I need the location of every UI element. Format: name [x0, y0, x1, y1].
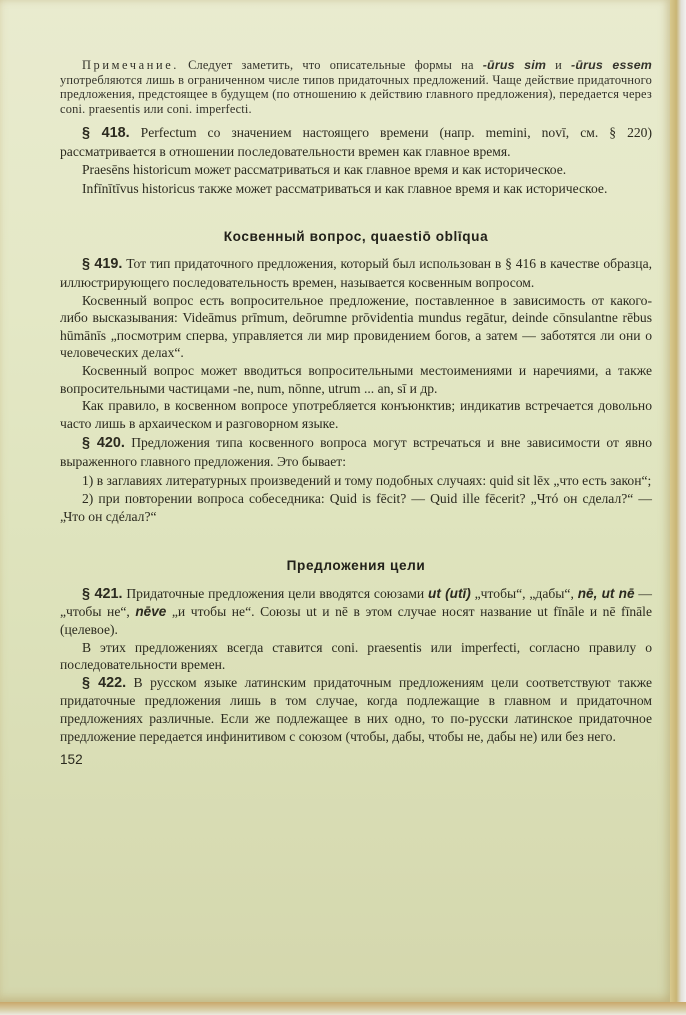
paragraph-text: Придаточные предложения цели вводятся союзами — [122, 585, 429, 601]
section-number: § 421. — [82, 585, 123, 602]
section-421-paragraph-2: В этих предложениях всегда ставится coni. praesentis или imperfecti, согласно правилу о последовательности времен. — [60, 639, 652, 673]
section-number: § 418. — [82, 125, 130, 142]
section-419-paragraph — [60, 255, 652, 291]
section-419-paragraph-4: Как правило, в косвенном вопросе употребляется конъюнктив; индикатив встречается довольно часто лишь в архаическом и разговорном языке. — [60, 398, 652, 431]
note-text: и — [546, 58, 572, 72]
section-421-paragraph — [60, 585, 652, 639]
section-422-paragraph — [60, 674, 652, 745]
section-418-paragraph — [60, 124, 652, 160]
paragraph-text: „чтобы“, „дабы“, — [470, 585, 578, 601]
list-item: 2) при повторении вопроса собеседника: Quid is fēcit? — Quid ille fēcerit? „Чтó он сделал?“ — „Что он сдéлал?“ — [60, 491, 652, 524]
page-bottom-edge — [0, 1002, 686, 1015]
latin-conjunction: nē, ut nē — [577, 585, 635, 601]
paragraph-text: — „чтобы не“, — [60, 585, 652, 620]
section-419-paragraph-2: Косвенный вопрос есть вопросительное предложение, поставленное в зависимость от какого-либо высказывания: Videāmus prīmum, deōrumne prōvidentia mundus regātur, deinde cōnsulantne rēbus hūmānīs „посмотрим сперва, управляется ли мир провидением богов, а затем — заботятся ли они о человеческих делах“. — [60, 292, 652, 361]
page-content — [60, 58, 652, 769]
note-paragraph — [60, 58, 652, 116]
section-418-paragraph-2: Praesēns historicum может рассматриваться и как главное время и как историческое. — [82, 161, 567, 177]
section-number: § 419. — [82, 256, 123, 273]
paragraph-text: Тот тип придаточного предложения, который был использован в § 416 в качестве образца, иллюстрирующего последовательность времен, называется косвенным вопросом. — [60, 256, 653, 290]
note-text: употребляются лишь в ограниченном числе типов придаточных предложений. Чаще действие придаточного предложения, предстоящее в будущем (по отношению к действию главного предложения), передается через coni. praesentis или coni. imperfecti. — [60, 72, 652, 116]
section-419-paragraph-3: Косвенный вопрос может вводиться вопросительными местоимениями и наречиями, а также вопросительными частицами -ne, num, nōnne, utrum ... an, sī и др. — [60, 362, 652, 396]
paragraph-text: В русском языке латинским придаточным предложениям цели соответствуют также придаточные предложения лишь в том случае, когда подлежащие в главном и придаточном предложениях различные. Если же подлежащее в них одно, то по-русски латинское придаточное предложение передается инфинитивом с союзом (чтобы, дабы, чтобы не, дабы не) или без него. — [60, 674, 652, 744]
paragraph-text: Perfectum со значением настоящего времени (напр. memini, novī, см. § 220) рассматривается в отношении последовательности времен как главное время. — [60, 125, 652, 159]
list-item: 1) в заглавиях литературных произведений и тому подобных случаях: quid sit lēx „что есть закон“; — [82, 473, 652, 489]
section-heading: Предложения цели — [286, 558, 426, 574]
note-label: Примечание. — [82, 58, 179, 72]
paragraph-text: „и чтобы не“. Союзы ut и nē в этом случае носят название ut fīnāle и nē fīnāle (целевое). — [60, 604, 652, 638]
section-420-paragraph — [60, 434, 652, 470]
page-number: 152 — [60, 752, 83, 768]
section-number: § 422. — [82, 674, 127, 691]
section-heading: Косвенный вопрос, quaestiō oblīqua — [223, 228, 489, 244]
section-418-paragraph-3: Infīnītīvus historicus также может рассматриваться и как главное время и как историческое. — [82, 181, 608, 197]
latin-conjunction: nēve — [135, 604, 167, 620]
latin-form: -ūrus essem — [571, 58, 652, 72]
page-edge — [670, 0, 686, 1015]
section-number: § 420. — [82, 435, 125, 452]
paragraph-text: Предложения типа косвенного вопроса могут встречаться и вне зависимости от явно выраженного главного предложения. Это бывает: — [60, 435, 652, 469]
note-text: Следует заметить, что описательные формы на — [179, 58, 483, 72]
latin-form: -ūrus sim — [482, 58, 547, 72]
latin-conjunction: ut (utī) — [428, 585, 471, 601]
